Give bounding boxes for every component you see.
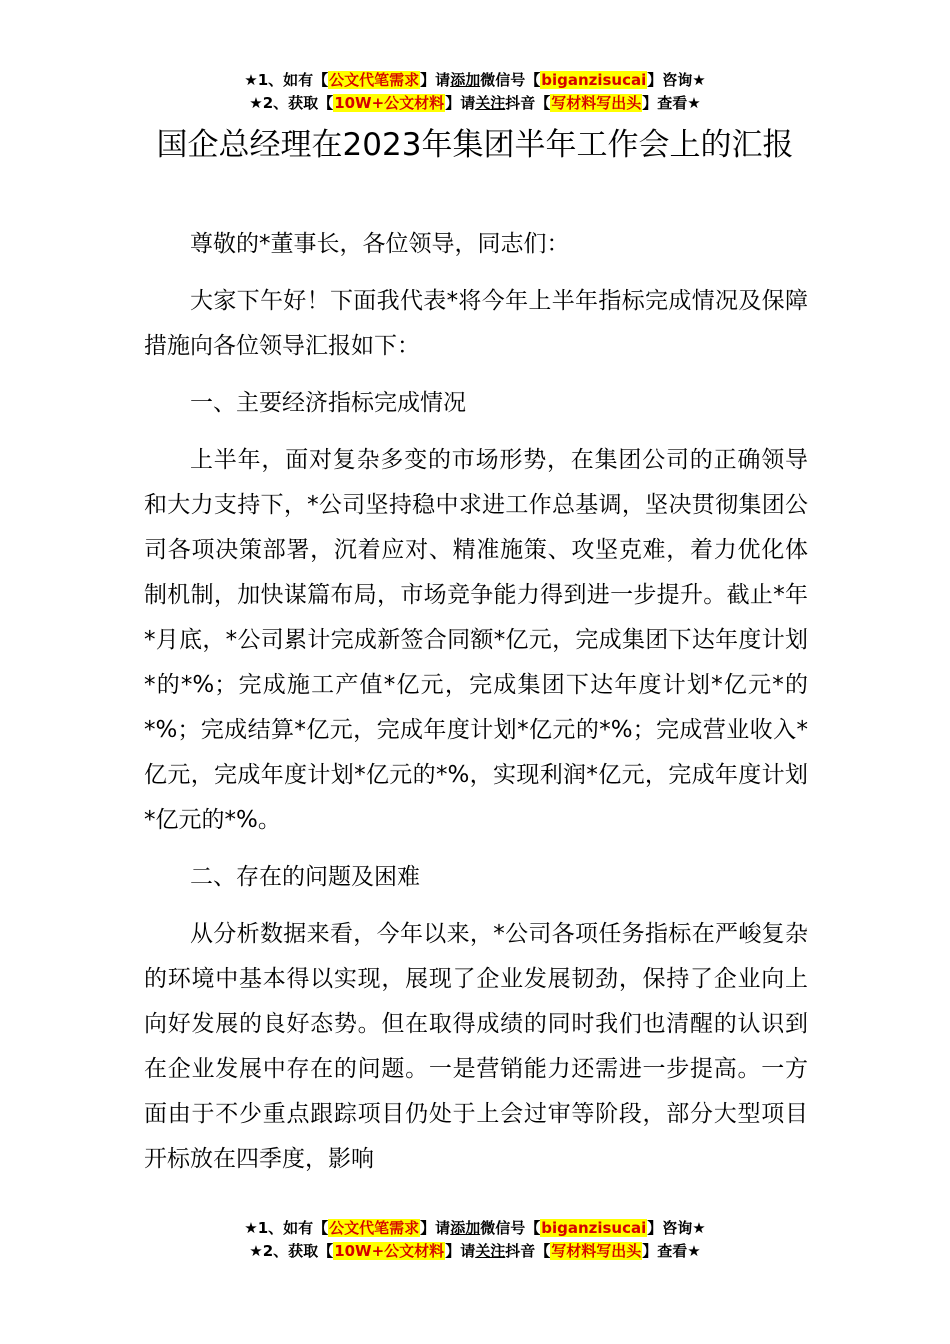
section-body-1: 上半年，面对复杂多变的市场形势，在集团公司的正确领导和大力支持下，*公司坚持稳中求进工作总基调，坚决贯彻集团公司各项决策部署，沉着应对、精准施策、攻坚克难，着力优化体制机制，加快谋篇布局，市场竞争能力得到进一步提升。截止*年*月底，*公司累计完成新签合同额*亿元，完成集团下达年度计划*的*%；完成施工产值*亿元，完成集团下达年度计划*亿元*的*%；完成结算*亿元，完成年度计划*亿元的*%；完成营业收入*亿元，完成年度计划*亿元的*%，实现利润*亿元，完成年度计划*亿元的*%。 [144, 447, 808, 833]
promo-text: ★2、获取【 [249, 94, 334, 112]
intro-paragraph: 大家下午好！下面我代表*将今年上半年指标完成情况及保障措施向各位领导汇报如下： [144, 288, 808, 359]
promo-highlight: 公文代笔需求 [329, 1219, 420, 1237]
promo-text: 】查看★ [642, 94, 701, 112]
promo-underlined-text: 关注 [475, 94, 506, 112]
promo-text: 】请 [445, 1242, 476, 1260]
promo-wechat-id: biganzisucai [541, 71, 647, 89]
promo-douyin-id: 写材料写出头 [551, 1242, 642, 1260]
promo-highlight: 公文代笔需求 [329, 71, 420, 89]
section-heading-2: 二、存在的问题及困难 [190, 864, 420, 890]
promo-line-2 [0, 92, 950, 115]
promo-text: 微信号【 [480, 71, 541, 89]
salutation: 尊敬的*董事长，各位领导，同志们： [190, 231, 570, 257]
promo-underlined-text: 添加 [450, 71, 481, 89]
promo-douyin-id: 写材料写出头 [551, 94, 642, 112]
header-promo-banner [0, 69, 950, 115]
promo-text: 抖音【 [505, 1242, 551, 1260]
promo-wechat-id: biganzisucai [541, 1219, 647, 1237]
promo-text: 微信号【 [480, 1219, 541, 1237]
document-title: 国企总经理在2023年集团半年工作会上的汇报 [156, 127, 794, 163]
promo-text: ★2、获取【 [249, 1242, 334, 1260]
promo-text: 】查看★ [642, 1242, 701, 1260]
promo-highlight: 10W+公文材料 [334, 94, 445, 112]
promo-underlined-text: 添加 [450, 1219, 481, 1237]
promo-text: 】咨询★ [647, 71, 706, 89]
promo-text: 】咨询★ [647, 1219, 706, 1237]
promo-text: ★1、如有【 [244, 71, 329, 89]
promo-text: 】请 [445, 94, 476, 112]
promo-text: 】请 [420, 1219, 451, 1237]
promo-line-2 [0, 1240, 950, 1263]
section-body-2: 从分析数据来看，今年以来，*公司各项任务指标在严峻复杂的环境中基本得以实现，展现了企业发展韧劲，保持了企业向上向好发展的良好态势。但在取得成绩的同时我们也清醒的认识到在企业发展中存在的问题。一是营销能力还需进一步提高。一方面由于不少重点跟踪项目仍处于上会过审等阶段，部分大型项目开标放在四季度，影响 [144, 921, 808, 1172]
promo-text: ★1、如有【 [244, 1219, 329, 1237]
promo-text: 】请 [420, 71, 451, 89]
footer-promo-banner [0, 1217, 950, 1263]
promo-line-1 [0, 69, 950, 92]
promo-text: 抖音【 [505, 94, 551, 112]
document-body [144, 222, 808, 1194]
promo-underlined-text: 关注 [475, 1242, 506, 1260]
section-heading-1: 一、主要经济指标完成情况 [190, 390, 466, 416]
promo-line-1 [0, 1217, 950, 1240]
promo-highlight: 10W+公文材料 [334, 1242, 445, 1260]
